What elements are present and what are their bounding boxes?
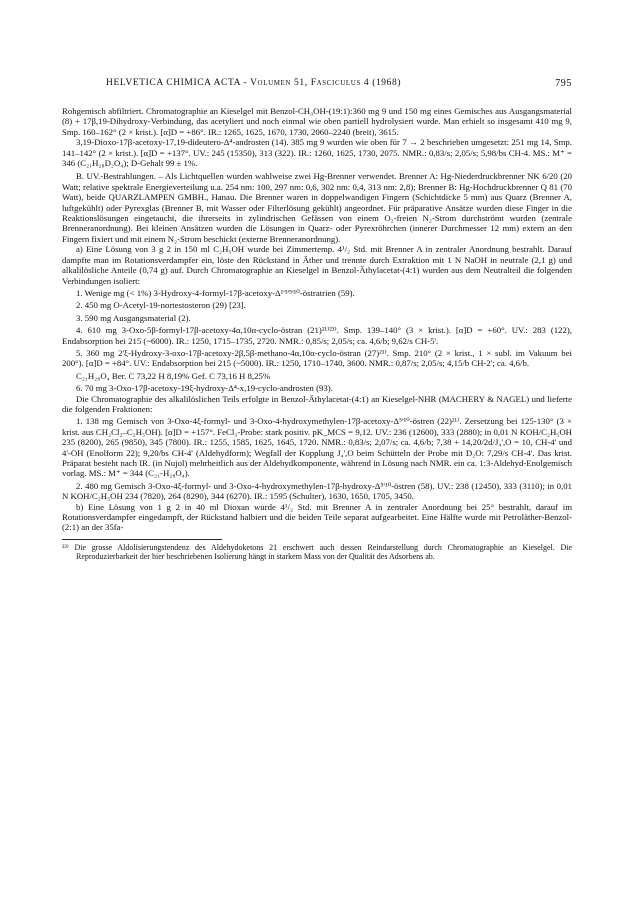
paragraph-top-2: 3,19-Dioxo-17β-acetoxy-17,19-dideutero-Δ⁴-androsten (14). 385 mg 9 wurden wie oben für 7 → 2 beschrieben umgesetzt: 251 mg 14, Smp. 141–142° (2 × krist.). [α]D = +137°. UV.: 245 (15350), 313 (322). IR.: 1260, 1625, 1730, 2075. NMR.: 0,83/s; 2,05/s; 5,98/bs CH-4. MS.: M⁺ = 346 (C₂₁H₂₈D₂O₄); D-Gehalt 99 ± 1%. bbox=[62, 137, 572, 169]
footnote-rule bbox=[62, 539, 222, 540]
paragraph-chromatography: Die Chromatographie des alkalilöslichen Teils erfolgte in Benzol-Äthylacetat-(4:1) an Kieselgel-NHR (MACHERY & NAGEL) und lieferte die folgenden Fraktionen: bbox=[62, 393, 572, 414]
paragraph-b: b) Eine Lösung von 1 g 2 in 40 ml Dioxan wurde 4¹/₂ Std. mit Brenner A in zentraler Anordnung bei 25° bestrahlt, darauf im Rotationsverdampfer eingedampft, der Rückstand halbiert und die beiden Teile separat aufgearbeitet. Eine Hälfte wurde mit Petroläther-Benzol-(2:1) an der 35fa- bbox=[62, 501, 572, 533]
section-b-paragraph: B. UV.-Bestrahlungen. – Als Lichtquellen wurden wahlweise zwei Hg-Brenner verwendet. Brenner A: Hg-Niederdruckbrenner NK 6/20 (20 Watt; relative spektrale Energieverteilung u.a. 254 nm: 100, 297 nm: 0,6, 302 nm: 0,4, 313 nm: 2,8); Brenner B: Hg-Hochdruckbrenner Q 81 (70 Watt), beide QUARZLAMPEN GMBH., Hanau. Die Brenner waren in doppelwandigen Fingern (Schichtdicke 5 mm) aus Quarz (Brenner A, luftgekühlt) oder Pyrexglas (Brenner B, mit Wasser oder Filterlösung gekühlt) angeordnet. Für präparative Ansätze wurden diese Finger in die Reaktionslösungen eingetaucht, die ihrerseits in zylindrischen Gefässen von einem O₂-freien N₂-Strom durchströmt wurden (zentrale Brenneranordnung). Bei kleinen Ansätzen wurden die Lösungen in Quarz- oder Pyrexröhrchen (innerer Durchmesser 12 mm) extern an den Fingern fixiert und mit einem N₂-Strom beschickt (externe Brenneranordnung). bbox=[62, 171, 572, 244]
article-body bbox=[62, 106, 572, 562]
neutral-list-item-1: 1. Wenige mg (< 1%) 3-Hydroxy-4-formyl-17β-acetoxy-Δ¹'³'⁵'¹⁰-östratrien (59). bbox=[76, 287, 355, 298]
alkali-fraction-1: 1. 138 mg Gemisch von 3-Oxo-4ξ-formyl- und 3-Oxo-4-hydroxymethylen-17β-acetoxy-Δ⁵'¹⁰-östren (22)²¹⁾. Zersetzung bei 125-130° (3 × krist. aus CH₂Cl₂–C₂H₅OH). [α]D = +157°. FeCl₃-Probe: stark positiv. pK_MCS = 9,12. UV.: 236 (12600), 333 (2880); in 0,01 N KOH/C₂H₅OH 235 (8200), 265 (9850), 345 (7800). IR.: 1255, 1585, 1625, 1645, 1720. NMR.: 0,83/s; 2,07/s; ca. 4,6/b; 7,38 + 14,20/2d/J₄',O = 10, CH-4' und 4'-OH (Enolform 22); 9,20/bs CH-4' (Aldehydform); Wegfall der Kopplung J₄',O beim Schütteln der Probe mit D₂O: 7,29/s CH-4'. Das krist. Präparat besteht nach IR. (in Nujol) mehrheitlich aus der Aldehydkomponente, während in Lösung nach NMR. ein ca. 1:3-Aldehyd-Enolgemisch vorlag. MS.: M⁺ = 344 (C₂₁-H₂₈O₄). bbox=[62, 416, 572, 479]
page-number: 795 bbox=[555, 78, 572, 89]
neutral-list-item-4: 4. 610 mg 3-Oxo-5β-formyl-17β-acetoxy-4α,10α-cyclo-östran (21)²¹⁾²³⁾. Smp. 139–140° (3 × krist.). [α]D = +60°. UV.: 283 (122), Endabsorption bei 215 (~6000). IR.: 1250, 1715–1735, 2720. NMR.: 0,85/s; 2,05/s; ca. 4,6/b; 9,62/s CH-5'. bbox=[62, 325, 572, 346]
neutral-list-item-5: 5. 360 mg 2'ξ-Hydroxy-3-oxo-17β-acetoxy-2β,5β-methano-4α,10α-cyclo-östran (27)²¹⁾. Smp. 210° (2 × krist., 1 × subl. im Vakuum bei 200°). [α]D = +84°. UV.: Endabsorption bei 215 (~5000). IR.: 1250, 1710–1740, 3600. NMR.: 0,87/s; 2,05/s; 4,15/b CH-2'; ca. 4,6/b. bbox=[62, 347, 572, 369]
journal-title: HELVETICA CHIMICA ACTA - Volumen 51, Fasciculus 4 (1968) bbox=[106, 78, 402, 88]
paragraph-top-1: Rohgemisch abfiltriert. Chromatographie an Kieselgel mit Benzol-CH₃OH-(19:1):360 mg 9 und 150 mg eines Gemisches aus Ausgangsmaterial (8) + 17β,19-Dihydroxy-Verbindung, das acetyliert und noch einmal wie oben partiell hydrolysiert wurde. Man erhielt so insgesamt 410 mg 9, Smp. 160–162° (2 × krist.). [α]D = +86°. IR.: 1265, 1625, 1670, 1730, 2060–2240 (breit), 3615. bbox=[62, 106, 572, 137]
neutral-list-item-3: 3. 590 mg Ausgangsmaterial (2). bbox=[76, 312, 191, 323]
neutral-list-item-6: 6. 70 mg 3-Oxo-17β-acetoxy-19ξ-hydroxy-Δ⁴-x,19-cyclo-androsten (93). bbox=[76, 383, 333, 394]
elemental-analysis: C₂₁H₂₈O₄ Ber. C 73,22 H 8,19% Gef. C 73,16 H 8,25% bbox=[76, 370, 271, 381]
journal-page bbox=[62, 78, 572, 562]
paragraph-a: a) Eine Lösung von 3 g 2 in 150 ml C₂H₅OH wurde bei Zimmertemp. 4¹/₂ Std. mit Brenner A in zentraler Anordnung bestrahlt. Darauf dampfte man im Rotationsverdampfer ein, löste den Rückstand in Äther und trennte durch Extraktion mit 1 N NaOH in neutrale (2,1 g) und alkalilösliche Anteile (0,74 g) auf. Durch Chromatographie an Kieselgel in Benzol-Äthylacetat-(4:1) wurden aus dem Neutralteil die folgenden Verbindungen isoliert: bbox=[62, 244, 572, 286]
footnote: ²³⁾ Die grosse Aldolisierungstendenz des Aldehydoketons 21 erschwert auch dessen Reindarstellung durch Chromatographie an Kieselgel. Die Reproduzierbarkeit der hier beschriebenen Isolierung hängt in starkem Mass von der Qualität des Adsorbens ab. bbox=[62, 542, 572, 562]
alkali-fraction-2: 2. 480 mg Gemisch 3-Oxo-4ξ-formyl- und 3-Oxo-4-hydroxymethylen-17β-hydroxy-Δ⁵'¹⁰-östren (58). UV.: 238 (12450), 333 (3110); in 0,01 N KOH/C₂H₅OH 234 (7820), 264 (8290), 344 (6270). IR.: 1595 (Schulter), 1630, 1650, 1705, 3450. bbox=[62, 480, 572, 502]
neutral-list-item-2: 2. 450 mg O-Acetyl-19-nortestosteron (29) [23]. bbox=[76, 300, 246, 311]
running-header bbox=[62, 78, 572, 96]
